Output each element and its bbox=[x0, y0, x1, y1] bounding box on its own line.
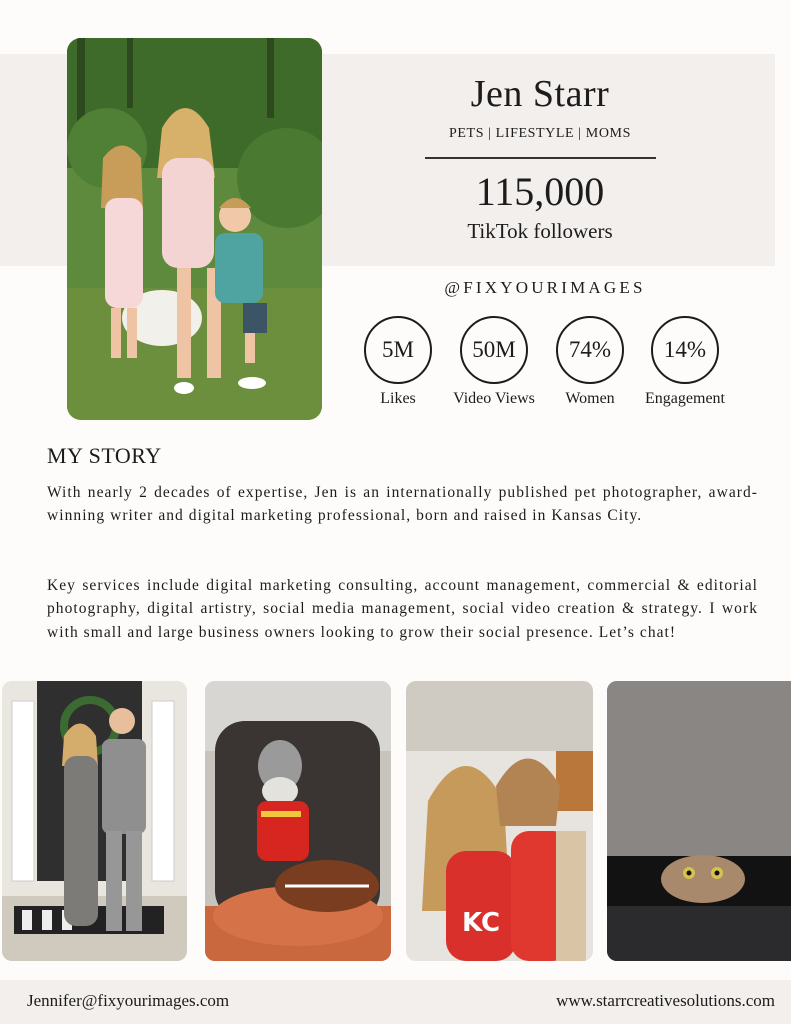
stat-label: Women bbox=[565, 390, 615, 407]
gallery-photo-cat bbox=[607, 681, 791, 961]
stat-label: Likes bbox=[380, 390, 416, 407]
hero-family-photo bbox=[67, 38, 322, 420]
story-paragraph: With nearly 2 decades of expertise, Jen is an internationally published pet photographer, award-winning writer and digital marketing professional, born and raised in Kansas City. bbox=[47, 484, 758, 525]
stat-video-views bbox=[439, 316, 549, 408]
stat-women bbox=[535, 316, 645, 408]
story-title: MY STORY bbox=[47, 443, 162, 468]
profile-niche: PETS | LIFESTYLE | MOMS bbox=[449, 126, 631, 141]
stat-label: Engagement bbox=[645, 390, 725, 407]
website-link[interactable]: www.starrcreativesolutions.com bbox=[556, 991, 775, 1010]
stat-label: Video Views bbox=[453, 390, 535, 407]
gallery-photo-mom-daughter bbox=[406, 681, 593, 961]
stat-value: 14% bbox=[651, 316, 719, 384]
stat-engagement bbox=[630, 316, 740, 408]
followers-label: TikTok followers bbox=[467, 219, 613, 243]
social-handle: @FIXYOURIMAGES bbox=[444, 278, 646, 297]
followers-count: 115,000 bbox=[475, 169, 605, 214]
stat-value: 5M bbox=[364, 316, 432, 384]
divider bbox=[425, 157, 656, 159]
stat-value: 74% bbox=[556, 316, 624, 384]
gallery-photo-couple bbox=[2, 681, 187, 961]
gallery-photo-dog bbox=[205, 681, 391, 961]
stat-likes bbox=[343, 316, 453, 408]
photo-3-jersey-text: KC bbox=[461, 908, 501, 938]
story-paragraph: Key services include digital marketing consulting, account management, commercial & editorial photography, digital artistry, social media management, social video creation & strategy. I work with small and large business owners looking to grow their social presence. Let’s chat! bbox=[47, 577, 758, 641]
profile-name: Jen Starr bbox=[470, 73, 610, 115]
email-link[interactable]: Jennifer@fixyourimages.com bbox=[27, 991, 230, 1010]
stat-value: 50M bbox=[460, 316, 528, 384]
